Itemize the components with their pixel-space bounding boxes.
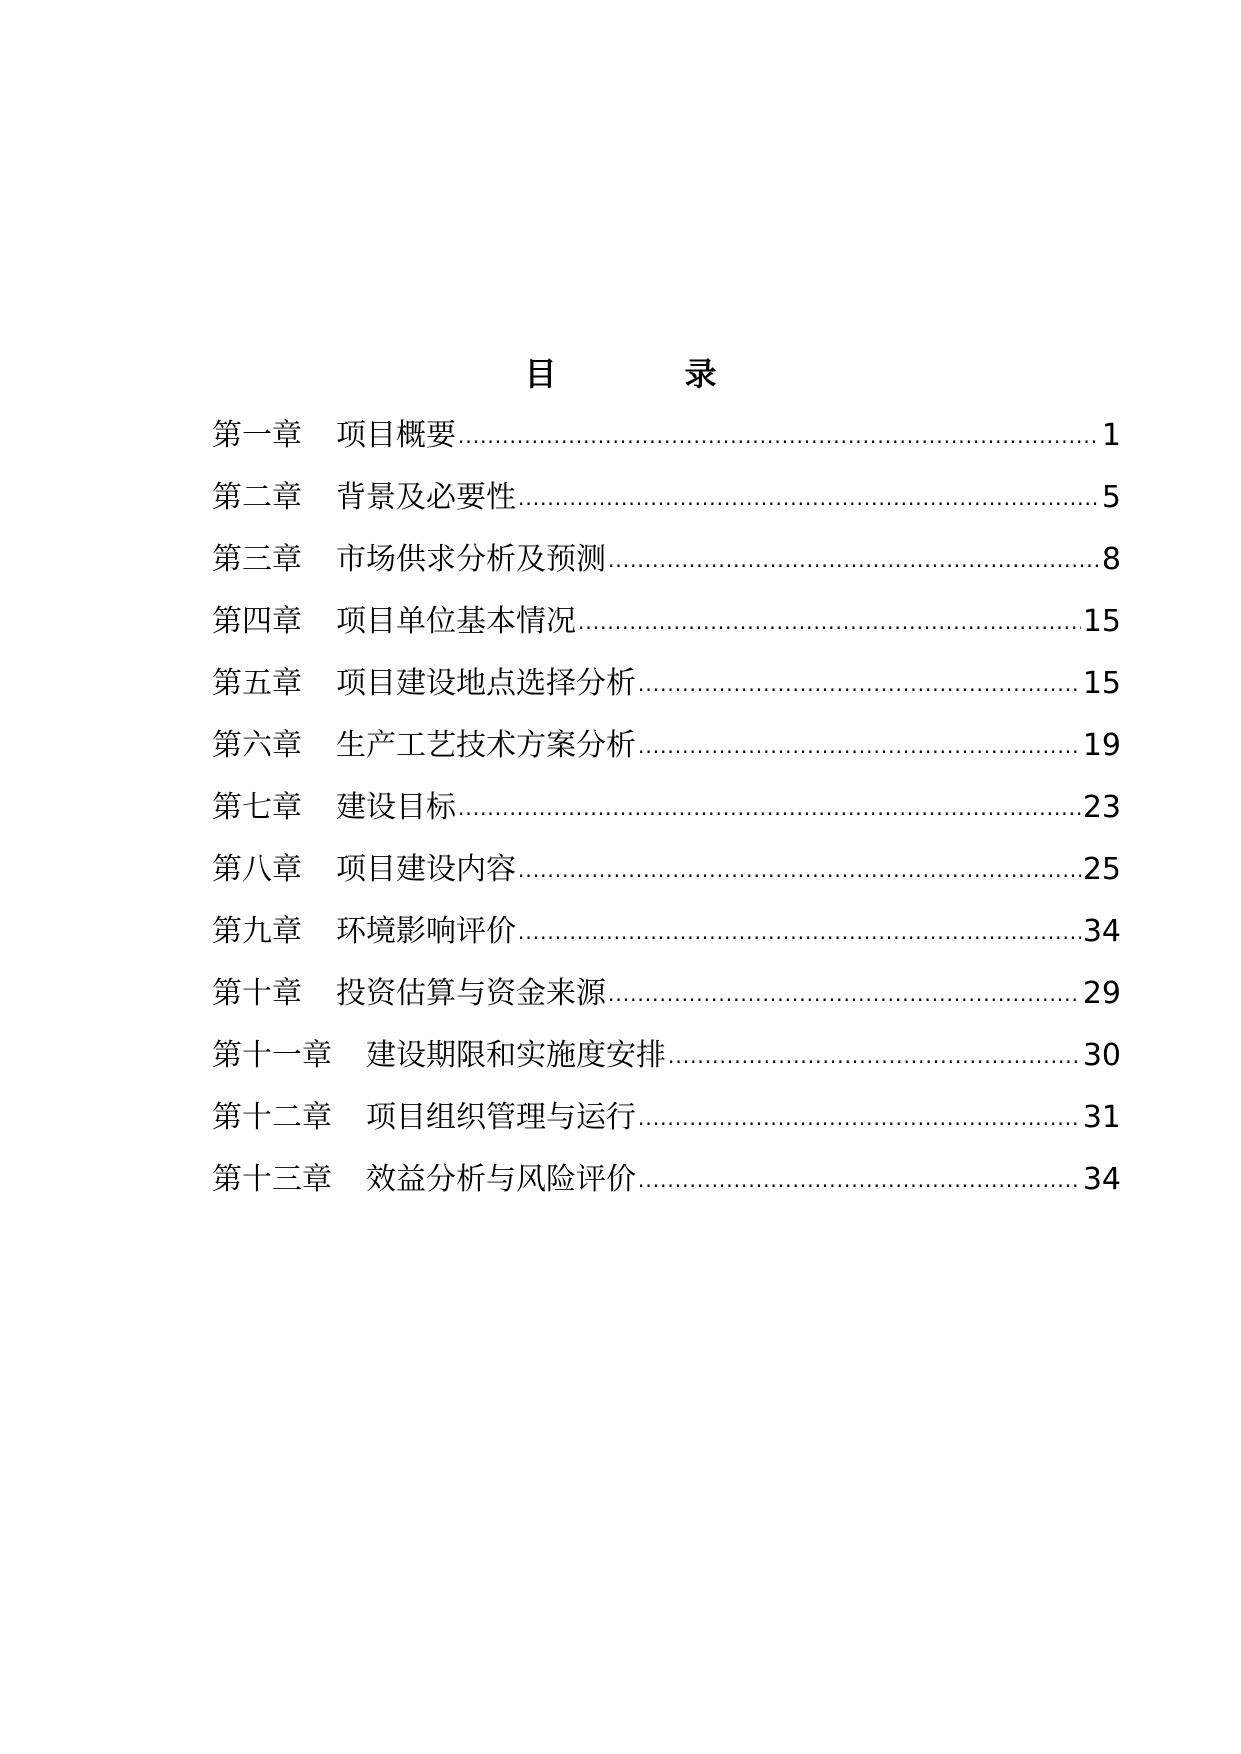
toc-dot-leader <box>608 970 1081 1016</box>
toc-dot-leader <box>518 474 1100 520</box>
toc-dot-leader <box>638 1094 1081 1140</box>
toc-dot-leader <box>458 784 1081 830</box>
toc-page-number: 19 <box>1082 728 1121 763</box>
toc-page-number: 31 <box>1082 1100 1121 1135</box>
toc-page-number: 8 <box>1101 542 1121 577</box>
toc-chapter-title: 项目单位基本情况 <box>336 604 576 639</box>
toc-page-number: 25 <box>1082 852 1121 887</box>
toc-dot-leader <box>668 1032 1081 1078</box>
toc-chapter-title: 背景及必要性 <box>336 480 516 515</box>
toc-chapter-number: 第三章 <box>212 542 302 577</box>
toc-chapter-number: 第十章 <box>212 976 302 1011</box>
toc-chapter-title: 建设期限和实施度安排 <box>366 1038 666 1073</box>
toc-entry-10[interactable] <box>212 972 1121 1034</box>
toc-dot-leader <box>638 660 1081 706</box>
toc-entry-3[interactable] <box>212 538 1121 600</box>
toc-page-number: 34 <box>1082 914 1121 949</box>
toc-chapter-title: 项目建设内容 <box>336 852 516 887</box>
toc-chapter-number: 第八章 <box>212 852 302 887</box>
toc-entry-1[interactable] <box>212 414 1121 476</box>
toc-entry-6[interactable] <box>212 724 1121 786</box>
toc-chapter-number: 第五章 <box>212 666 302 701</box>
toc-chapter-number: 第六章 <box>212 728 302 763</box>
toc-entry-2[interactable] <box>212 476 1121 538</box>
toc-entry-12[interactable] <box>212 1096 1121 1158</box>
toc-title: 目 录 <box>524 355 765 393</box>
toc-chapter-title: 投资估算与资金来源 <box>336 976 606 1011</box>
toc-entry-11[interactable] <box>212 1034 1121 1096</box>
toc-chapter-title: 项目概要 <box>336 418 456 453</box>
toc-page-number: 15 <box>1082 666 1121 701</box>
toc-dot-leader <box>638 1156 1081 1202</box>
table-of-contents <box>212 414 1121 1220</box>
toc-dot-leader <box>638 722 1081 768</box>
toc-page-number: 34 <box>1082 1162 1121 1197</box>
toc-page-number: 15 <box>1082 604 1121 639</box>
toc-chapter-number: 第九章 <box>212 914 302 949</box>
toc-chapter-number: 第一章 <box>212 418 302 453</box>
toc-entry-7[interactable] <box>212 786 1121 848</box>
toc-dot-leader <box>518 908 1081 954</box>
toc-chapter-number: 第七章 <box>212 790 302 825</box>
toc-page-number: 23 <box>1082 790 1121 825</box>
toc-page-number: 29 <box>1082 976 1121 1011</box>
toc-dot-leader <box>578 598 1081 644</box>
toc-page-number: 30 <box>1082 1038 1121 1073</box>
toc-entry-5[interactable] <box>212 662 1121 724</box>
toc-page-number: 1 <box>1101 418 1121 453</box>
toc-chapter-title: 生产工艺技术方案分析 <box>336 728 636 763</box>
toc-entry-8[interactable] <box>212 848 1121 910</box>
toc-chapter-title: 环境影响评价 <box>336 914 516 949</box>
toc-entry-9[interactable] <box>212 910 1121 972</box>
toc-chapter-title: 项目建设地点选择分析 <box>336 666 636 701</box>
toc-chapter-title: 效益分析与风险评价 <box>366 1162 636 1197</box>
toc-chapter-title: 项目组织管理与运行 <box>366 1100 636 1135</box>
toc-chapter-title: 建设目标 <box>336 790 456 825</box>
toc-chapter-number: 第四章 <box>212 604 302 639</box>
toc-page-number: 5 <box>1101 480 1121 515</box>
toc-dot-leader <box>518 846 1081 892</box>
toc-chapter-number: 第十三章 <box>212 1162 332 1197</box>
toc-chapter-number: 第十二章 <box>212 1100 332 1135</box>
toc-entry-13[interactable] <box>212 1158 1121 1220</box>
toc-chapter-number: 第二章 <box>212 480 302 515</box>
toc-dot-leader <box>608 536 1100 582</box>
toc-dot-leader <box>458 412 1100 458</box>
toc-entry-4[interactable] <box>212 600 1121 662</box>
toc-chapter-title: 市场供求分析及预测 <box>336 542 606 577</box>
toc-chapter-number: 第十一章 <box>212 1038 332 1073</box>
